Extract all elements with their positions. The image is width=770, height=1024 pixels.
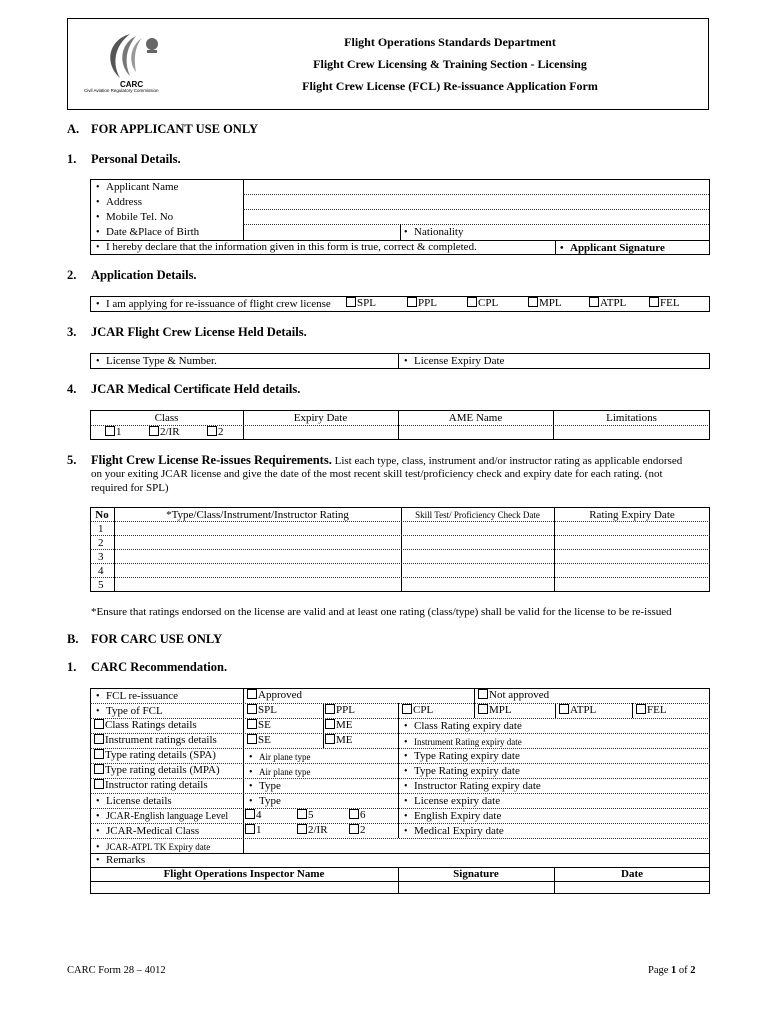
ratings-note: *Ensure that ratings endorsed on the license are valid and at least one rating (class/type) shall be valid for the license to be re-issued bbox=[91, 606, 672, 618]
applicant-name-label: • Applicant Name bbox=[96, 181, 178, 194]
type-expiry-label-mpa: • Type Rating expiry date bbox=[404, 765, 520, 778]
type-mpa-checkbox[interactable]: Type rating details (MPA) bbox=[94, 764, 220, 777]
s5-desc2: on your exiting JCAR license and give the date of the most recent skill test/proficiency check and expiry date for each rating. (not bbox=[91, 468, 663, 480]
fcl-ppl-checkbox[interactable]: PPL bbox=[325, 704, 355, 717]
checkbox-icon bbox=[247, 719, 257, 729]
not-approved-checkbox[interactable]: Not approved bbox=[478, 689, 549, 702]
license-expiry-label[interactable]: • License Expiry Date bbox=[404, 355, 504, 368]
english-expiry-label: • English Expiry date bbox=[404, 810, 501, 823]
nationality-label: • Nationality bbox=[404, 226, 464, 239]
type-expiry-label-spa: • Type Rating expiry date bbox=[404, 750, 520, 763]
ratings-row-no: 4 bbox=[98, 565, 104, 577]
signature-header: Signature bbox=[453, 868, 499, 880]
logo-tagline: Civil Aviation Regulatory Commission bbox=[84, 88, 159, 93]
checkbox-icon bbox=[297, 809, 307, 819]
checkbox-icon bbox=[247, 734, 257, 744]
checkbox-icon bbox=[245, 809, 255, 819]
s5-text bbox=[91, 454, 682, 468]
checkbox-icon bbox=[325, 719, 335, 729]
s5-desc1: List each type, class, instrument and/or instructor rating as applicable endorsed bbox=[331, 455, 683, 467]
class-me-checkbox[interactable]: ME bbox=[325, 719, 353, 732]
checkbox-icon bbox=[297, 824, 307, 834]
carc-logo bbox=[84, 26, 180, 96]
class-ratings-checkbox[interactable]: Class Ratings details bbox=[94, 719, 197, 732]
section-a-title: FOR APPLICANT USE ONLY bbox=[91, 122, 259, 136]
checkbox-icon bbox=[94, 719, 104, 729]
inspector-signature-field[interactable] bbox=[399, 882, 553, 893]
medical-class-2-checkbox[interactable]: 2 bbox=[207, 426, 224, 439]
checkbox-icon bbox=[478, 689, 488, 699]
checkbox-icon bbox=[247, 704, 257, 714]
type-spa-checkbox[interactable]: Type rating details (SPA) bbox=[94, 749, 216, 762]
instr-me-checkbox[interactable]: ME bbox=[325, 734, 353, 747]
ratings-expiry-header: Rating Expiry Date bbox=[589, 509, 675, 521]
checkbox-icon bbox=[589, 297, 599, 307]
ame-name-header: AME Name bbox=[448, 412, 503, 424]
checkbox-icon bbox=[325, 704, 335, 714]
section-b-title: FOR CARC USE ONLY bbox=[91, 632, 223, 646]
checkbox-icon bbox=[528, 297, 538, 307]
ratings-no-header: No bbox=[95, 509, 109, 521]
english-5-checkbox[interactable]: 5 bbox=[297, 809, 314, 822]
inspector-name-field[interactable] bbox=[91, 882, 397, 893]
checkbox-icon bbox=[478, 704, 488, 714]
section-a-label: A. bbox=[67, 122, 80, 136]
checkbox-icon bbox=[149, 426, 159, 436]
date-header: Date bbox=[621, 868, 643, 880]
instructor-type-label: • Type bbox=[249, 780, 281, 793]
medical-class-label: • JCAR-Medical Class bbox=[96, 825, 199, 838]
form-number: CARC Form 28 – 4012 bbox=[67, 965, 166, 976]
apply-mpl-checkbox[interactable]: MPL bbox=[528, 297, 562, 310]
dob-label: • Date &Place of Birth bbox=[96, 226, 199, 239]
license-type-number-label[interactable]: • License Type & Number. bbox=[96, 355, 217, 368]
checkbox-icon bbox=[636, 704, 646, 714]
checkbox-icon bbox=[649, 297, 659, 307]
section-b-label: B. bbox=[67, 632, 79, 646]
checkbox-icon bbox=[325, 734, 335, 744]
checkbox-icon bbox=[94, 764, 104, 774]
instr-se-checkbox[interactable]: SE bbox=[247, 734, 271, 747]
fcl-atpl-checkbox[interactable]: ATPL bbox=[559, 704, 596, 717]
s5-desc3: required for SPL) bbox=[91, 482, 169, 494]
ratings-check-date-header: Skill Test/ Proficiency Check Date bbox=[415, 510, 540, 520]
medical-class-2ir-checkbox[interactable]: 2/IR bbox=[149, 426, 180, 439]
ratings-row-no: 3 bbox=[98, 551, 104, 563]
applicant-name-field[interactable] bbox=[244, 180, 709, 194]
english-6-checkbox[interactable]: 6 bbox=[349, 809, 366, 822]
s5-num: 5. bbox=[67, 453, 77, 467]
medical-expiry-header: Expiry Date bbox=[293, 412, 348, 424]
inspector-name-header: Flight Operations Inspector Name bbox=[163, 868, 325, 880]
b-medical-2ir-checkbox[interactable]: 2/IR bbox=[297, 824, 328, 837]
fcl-spl-checkbox[interactable]: SPL bbox=[247, 704, 277, 717]
checkbox-icon bbox=[467, 297, 477, 307]
address-label: • Address bbox=[96, 196, 142, 209]
fcl-fel-checkbox[interactable]: FEL bbox=[636, 704, 667, 717]
applying-text: • I am applying for re-issuance of flight crew license bbox=[96, 298, 331, 311]
checkbox-icon bbox=[105, 426, 115, 436]
fcl-reissuance-label: • FCL re-issuance bbox=[96, 690, 178, 703]
instrument-ratings-checkbox[interactable]: Instrument ratings details bbox=[94, 734, 217, 747]
mobile-field[interactable] bbox=[244, 210, 709, 224]
ratings-type-header: *Type/Class/Instrument/Instructor Rating bbox=[166, 509, 349, 521]
s3-title: JCAR Flight Crew License Held Details. bbox=[91, 325, 307, 339]
dob-field[interactable] bbox=[244, 225, 399, 239]
approved-checkbox[interactable]: Approved bbox=[247, 689, 302, 702]
atpl-tk-expiry-label: • JCAR-ATPL TK Expiry date bbox=[96, 841, 210, 854]
inspector-date-field[interactable] bbox=[555, 882, 709, 893]
ratings-row-no: 5 bbox=[98, 579, 104, 591]
s4-title: JCAR Medical Certificate Held details. bbox=[91, 382, 301, 396]
s4-num: 4. bbox=[67, 382, 77, 396]
spa-airplane-type-label: • Air plane type bbox=[249, 751, 310, 764]
checkbox-icon bbox=[94, 749, 104, 759]
address-field[interactable] bbox=[244, 195, 709, 209]
fcl-cpl-checkbox[interactable]: CPL bbox=[402, 704, 433, 717]
license-details-label: • License details bbox=[96, 795, 172, 808]
fcl-mpl-checkbox[interactable]: MPL bbox=[478, 704, 512, 717]
header-line2: Flight Crew Licensing & Training Section - Licensing bbox=[313, 57, 587, 71]
b-medical-1-checkbox[interactable]: 1 bbox=[245, 824, 262, 837]
s1-num: 1. bbox=[67, 152, 77, 166]
b1-num: 1. bbox=[67, 660, 77, 674]
apply-fel-checkbox[interactable]: FEL bbox=[649, 297, 680, 310]
checkbox-icon bbox=[402, 704, 412, 714]
instrument-expiry-label: • Instrument Rating expiry date bbox=[404, 736, 522, 749]
ratings-row-no: 2 bbox=[98, 537, 104, 549]
checkbox-icon bbox=[559, 704, 569, 714]
license-type-label: • Type bbox=[249, 795, 281, 808]
license-expiry-date-label: • License expiry date bbox=[404, 795, 500, 808]
checkbox-icon bbox=[346, 297, 356, 307]
s5-title: Flight Crew License Re-issues Requirements. bbox=[91, 453, 332, 467]
remarks-label: • Remarks bbox=[96, 854, 145, 867]
logo-name: CARC bbox=[120, 80, 144, 89]
apply-atpl-checkbox[interactable]: ATPL bbox=[589, 297, 626, 310]
checkbox-icon bbox=[94, 779, 104, 789]
s3-num: 3. bbox=[67, 325, 77, 339]
medical-expiry-label: • Medical Expiry date bbox=[404, 825, 504, 838]
checkbox-icon bbox=[94, 734, 104, 744]
medical-class-1-checkbox[interactable]: 1 bbox=[105, 426, 122, 439]
checkbox-icon bbox=[245, 824, 255, 834]
b1-title: CARC Recommendation. bbox=[91, 660, 228, 674]
instructor-rating-checkbox[interactable]: Instructor rating details bbox=[94, 779, 208, 792]
medical-class-header: Class bbox=[154, 412, 179, 424]
instructor-expiry-label: • Instructor Rating expiry date bbox=[404, 780, 541, 793]
header-line1: Flight Operations Standards Department bbox=[344, 35, 556, 49]
checkbox-icon bbox=[247, 689, 257, 699]
s2-num: 2. bbox=[67, 268, 77, 282]
class-se-checkbox[interactable]: SE bbox=[247, 719, 271, 732]
checkbox-icon bbox=[349, 824, 359, 834]
english-4-checkbox[interactable]: 4 bbox=[245, 809, 262, 822]
declaration-text: • I hereby declare that the information given in this form is true, correct & completed. bbox=[96, 241, 477, 254]
checkbox-icon bbox=[349, 809, 359, 819]
class-expiry-label: • Class Rating expiry date bbox=[404, 720, 522, 733]
s1-title: Personal Details. bbox=[91, 152, 181, 166]
type-of-fcl-label: • Type of FCL bbox=[96, 705, 163, 718]
apply-cpl-checkbox[interactable]: CPL bbox=[467, 297, 498, 310]
mobile-label: • Mobile Tel. No bbox=[96, 211, 173, 224]
page-indicator: Page 1 of 2 bbox=[648, 965, 696, 976]
english-level-label: • JCAR-English language Level bbox=[96, 810, 228, 823]
checkbox-icon bbox=[207, 426, 217, 436]
apply-spl-checkbox[interactable]: SPL bbox=[346, 297, 376, 310]
s2-title: Application Details. bbox=[91, 268, 197, 282]
header-line3: Flight Crew License (FCL) Re-issuance Application Form bbox=[302, 79, 598, 93]
checkbox-icon bbox=[407, 297, 417, 307]
b-medical-2-checkbox[interactable]: 2 bbox=[349, 824, 366, 837]
mpa-airplane-type-label: • Air plane type bbox=[249, 766, 310, 779]
limitations-header: Limitations bbox=[606, 412, 657, 424]
apply-ppl-checkbox[interactable]: PPL bbox=[407, 297, 437, 310]
applicant-signature-label[interactable]: • Applicant Signature bbox=[560, 242, 665, 255]
ratings-row-no: 1 bbox=[98, 523, 104, 535]
